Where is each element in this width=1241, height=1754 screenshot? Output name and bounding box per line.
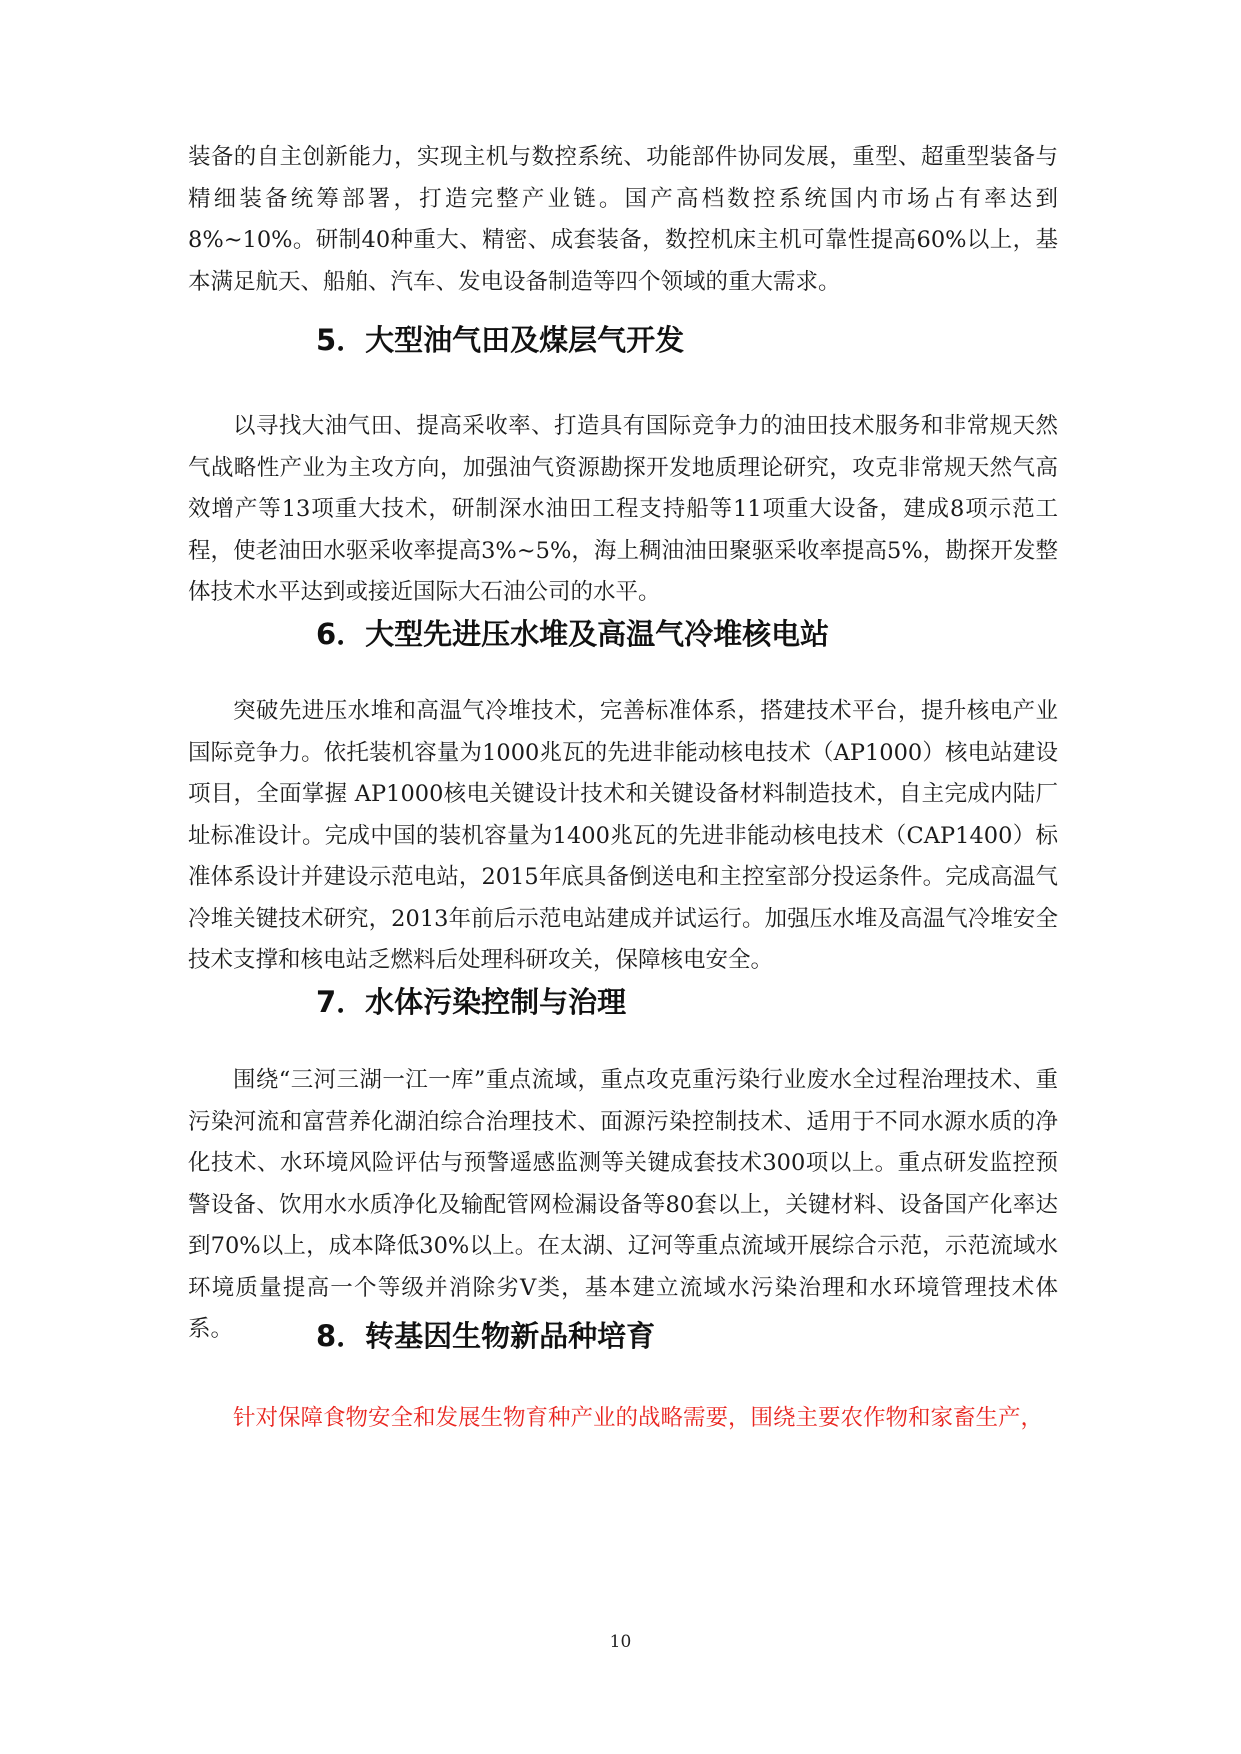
heading-gmo: 8．转基因生物新品种培育 xyxy=(316,1319,656,1353)
page-number: 10 xyxy=(609,1632,632,1652)
paragraph-water-pollution: 围绕“三河三湖一江一库”重点流域，重点攻克重污染行业废水全过程治理技术、重污染河流和富营养化湖泊综合治理技术、面源污染控制技术、适用于不同水源水质的净化技术、水环境风险评估与预警遥感监测等关键成套技术300项以上。重点研发监控预警设备、饮用水水质净化及输配管网检漏设备等80套以上，关键材料、设备国产化率达到70%以上，成本降低30%以上。在太湖、辽河等重点流域开展综合示范，示范流域水环境质量提高一个等级并消除劣Ⅴ类，基本建立流域水污染治理和水环境管理技术体系。 xyxy=(188,1067,1058,1342)
paragraph-nuclear: 突破先进压水堆和高温气冷堆技术，完善标准体系，搭建技术平台，提升核电产业国际竞争力。依托装机容量为1000兆瓦的先进非能动核电技术（AP1000）核电站建设项目，全面掌握 AP1000核电关键设计技术和关键设备材料制造技术，自主完成内陆厂址标准设计。完成中国的装机容量为1400兆瓦的先进非能动核电技术（CAP1400）标准体系设计并建设示范电站，2015年底具备倒送电和主控室部分投运条件。完成高温气冷堆关键技术研究，2013年前后示范电站建成并试运行。加强压水堆及高温气冷堆安全技术支撑和核电站乏燃料后处理科研攻关，保障核电安全。 xyxy=(188,698,1058,973)
heading-nuclear: 6．大型先进压水堆及高温气冷堆核电站 xyxy=(316,617,830,651)
heading-water-pollution: 7．水体污染控制与治理 xyxy=(316,985,627,1019)
paragraph-oil-gas: 以寻找大油气田、提高采收率、打造具有国际竞争力的油田技术服务和非常规天然气战略性产业为主攻方向，加强油气资源勘探开发地质理论研究，攻克非常规天然气高效增产等13项重大技术，研制深水油田工程支持船等11项重大设备，建成8项示范工程，使老油田水驱采收率提高3%~5%，海上稠油油田聚驱采收率提高5%，勘探开发整体技术水平达到或接近国际大石油公司的水平。 xyxy=(188,413,1058,605)
heading-oil-gas: 5．大型油气田及煤层气开发 xyxy=(316,323,685,357)
paragraph-gmo: 针对保障食物安全和发展生物育种产业的战略需要，围绕主要农作物和家畜生产， xyxy=(233,1405,1044,1431)
paragraph-cnc-equipment: 装备的自主创新能力，实现主机与数控系统、功能部件协同发展，重型、超重型装备与精细装备统筹部署，打造完整产业链。国产高档数控系统国内市场占有率达到8%~10%。研制40种重大、精密、成套装备，数控机床主机可靠性提高60%以上，基本满足航天、船舶、汽车、发电设备制造等四个领域的重大需求。 xyxy=(188,144,1058,295)
